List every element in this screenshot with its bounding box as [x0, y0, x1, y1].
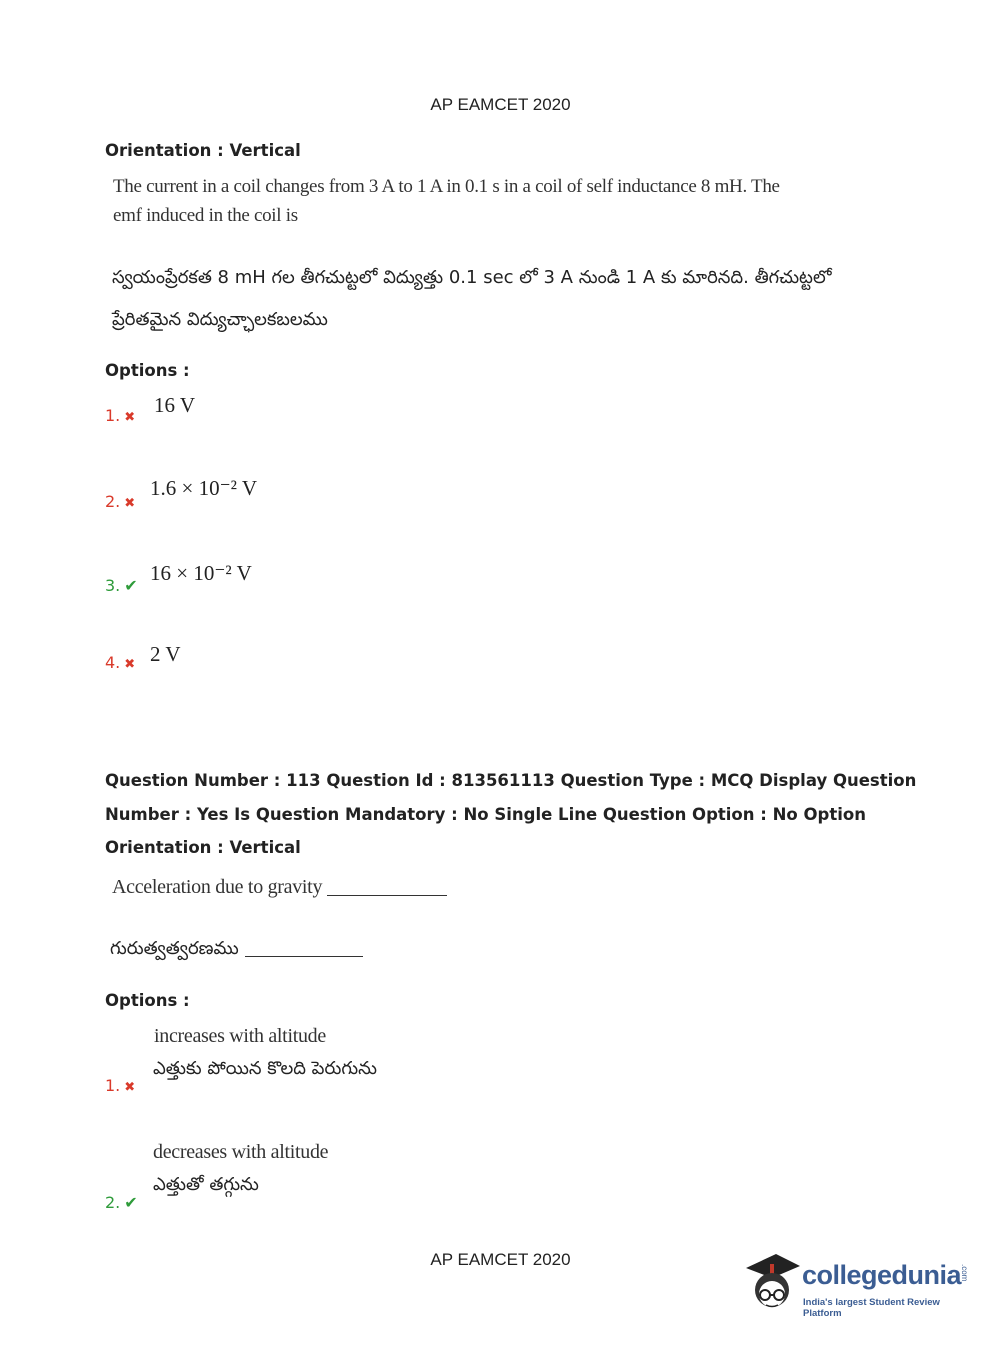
cross-icon: ✖	[124, 496, 136, 511]
option-number: 1.	[105, 1076, 121, 1095]
cross-icon: ✖	[124, 657, 136, 672]
q112-telugu-line2: ప్రేరితమైన విద్యుచ్ఛాలకబలము	[112, 309, 328, 330]
q113-options-label: Options :	[105, 991, 190, 1010]
q113-meta-line2: Number : Yes Is Question Mandatory : No Single Line Question Option : No Option	[105, 805, 866, 824]
logo-com: .com	[960, 1264, 969, 1282]
option-number: 2.	[105, 492, 121, 511]
q113-telugu-text: గురుత్వత్వరణము	[110, 938, 239, 959]
q112-option-1	[105, 406, 135, 425]
q112-telugu-line1: స్వయంప్రేరకత 8 mH గల తీగచుట్టలో విద్యుత్తు 0.1 sec లో 3 A నుండి 1 A కు మారినది. తీగచుట్టలో	[112, 267, 832, 288]
q113-meta-line1: Question Number : 113 Question Id : 813561113 Question Type : MCQ Display Question	[105, 771, 917, 790]
option-number: 4.	[105, 653, 121, 672]
q113-telugu	[110, 938, 363, 963]
q112-orientation: Orientation : Vertical	[105, 141, 301, 160]
q112-english-line1: The current in a coil changes from 3 A to 1 A in 0.1 s in a coil of self inductance 8 mH. The	[113, 176, 780, 197]
cross-icon: ✖	[124, 410, 136, 425]
q113-option-1	[105, 1076, 135, 1095]
q112-options-label: Options :	[105, 361, 190, 380]
mascot-icon	[742, 1250, 804, 1316]
cross-icon: ✖	[124, 1080, 136, 1095]
page-footer: AP EAMCET 2020	[430, 1250, 571, 1269]
option-number: 1.	[105, 406, 121, 425]
check-icon: ✔	[124, 576, 138, 595]
q112-english-line2: emf induced in the coil is	[113, 205, 298, 226]
q112-option-3	[105, 576, 138, 595]
q112-option-4	[105, 653, 135, 672]
q112-option-2-value: 1.6 × 10⁻² V	[150, 476, 258, 500]
q112-option-4-value: 2 V	[150, 642, 181, 666]
q113-option-1-english: increases with altitude	[154, 1025, 326, 1047]
q113-option-2	[105, 1193, 138, 1212]
check-icon: ✔	[124, 1193, 138, 1212]
q112-option-1-value: 16 V	[154, 393, 196, 417]
logo-tagline: India's largest Student Review Platform	[803, 1297, 940, 1319]
option-number: 3.	[105, 576, 121, 595]
option-number: 2.	[105, 1193, 121, 1212]
answer-blank	[245, 955, 363, 957]
q113-english-text: Acceleration due to gravity	[112, 876, 323, 898]
q113-meta-line3: Orientation : Vertical	[105, 838, 301, 857]
q113-option-2-telugu: ఎత్తుతో తగ్గును	[153, 1174, 259, 1195]
q112-option-3-value: 16 × 10⁻² V	[150, 561, 252, 585]
q113-option-2-english: decreases with altitude	[153, 1141, 329, 1163]
answer-blank	[327, 894, 447, 896]
collegedunia-logo	[742, 1250, 972, 1320]
logo-name: collegedunia	[802, 1260, 962, 1290]
q113-english	[112, 876, 447, 899]
q113-option-1-telugu: ఎత్తుకు పోయిన కొలది పెరుగును	[153, 1058, 377, 1079]
q112-option-2	[105, 492, 135, 511]
page-header: AP EAMCET 2020	[430, 95, 571, 114]
